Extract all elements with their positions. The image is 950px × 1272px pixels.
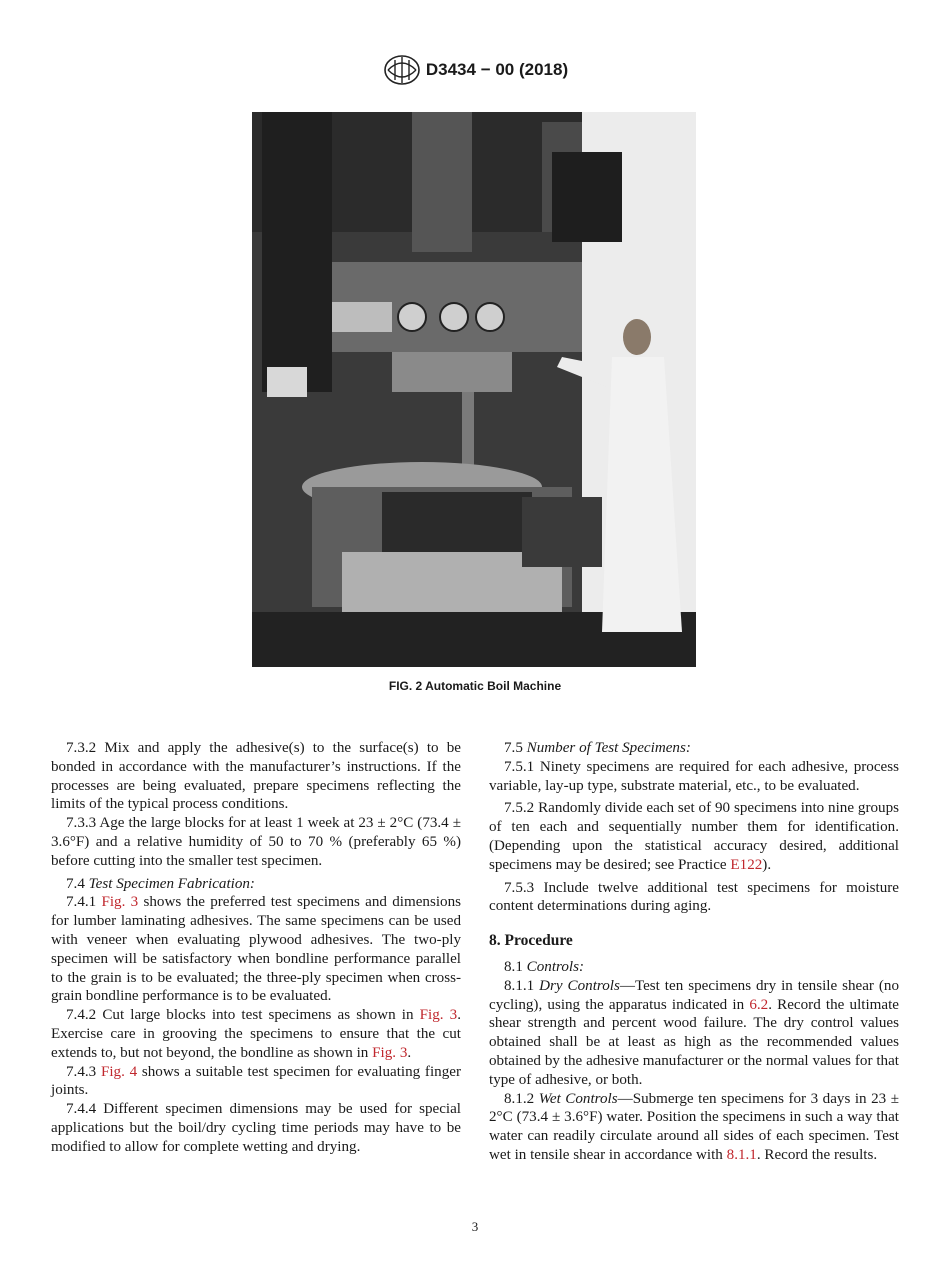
page-number: 3	[471, 1219, 479, 1234]
paragraph-7-4-3: 7.4.3 Fig. 4 shows a suitable test specimen for evaluating finger joints.	[51, 1063, 461, 1099]
automatic-boil-machine-photo	[252, 112, 696, 667]
figure-caption: FIG. 2 Automatic Boil Machine	[388, 679, 562, 693]
astm-logo-icon	[382, 54, 422, 86]
link-fig-4[interactable]: Fig. 4	[100, 1063, 138, 1080]
link-fig-3[interactable]: Fig. 3	[372, 1044, 408, 1061]
paragraph-8-1-1: 8.1.1 Dry Controls—Test ten specimens dry in tensile shear (no cycling), using the apparatus indicated in 6.2. Record the ultimate shear strength and percent wood failure. The dry control values obtained shall be at least as high as the recommended values obtained by the adhesive manufacturer or the normal values for that type of adhesive, or both.	[489, 977, 900, 1088]
paragraph-7-3-3: 7.3.3 Age the large blocks for at least 1 week at 23 ± 2°C (73.4 ± 3.6°F) and a relative humidity of 50 to 70 % (preferably 65 %) before cutting into the smaller test specimen.	[51, 815, 461, 869]
paragraph-7-5-3: 7.5.3 Include twelve additional test specimens for moisture content determinations during aging.	[489, 879, 899, 915]
section-7-5-title: 7.5 Number of Test Specimens:	[504, 740, 691, 756]
right-column	[489, 739, 899, 1165]
paragraph-7-4-4: 7.4.4 Different specimen dimensions may be used for special applications but the boil/dry cycling time periods may have to be modified to allow for complete wetting and drying.	[51, 1101, 461, 1155]
paragraph-8-1-2: 8.1.2 Wet Controls—Submerge ten specimens for 3 days in 23 ± 2°C (73.4 ± 3.6°F) water. Position the specimens in such a way that water can readily circulate around all sides of each specimen. Test wet in tensile shear in accordance with 8.1.1. Record the results.	[489, 1090, 899, 1163]
paragraph-7-5-1: 7.5.1 Ninety specimens are required for each adhesive, process variable, lay-up type, substrate material, etc., to be evaluated.	[489, 758, 899, 794]
link-fig-3[interactable]: Fig. 3	[419, 1007, 458, 1024]
section-7-4-title: 7.4 Test Specimen Fabrication:	[66, 875, 255, 892]
link-6-2[interactable]: 6.2	[749, 996, 769, 1013]
left-column	[51, 739, 461, 1157]
paragraph-7-4-2: 7.4.2 Cut large blocks into test specimens as shown in Fig. 3. Exercise care in grooving the specimens to ensure that the cut extends to, but not beyond, the bondline as shown in Fig. 3.	[51, 1007, 462, 1061]
link-fig-3[interactable]: Fig. 3	[101, 894, 139, 911]
standard-designation: D3434 − 00 (2018)	[425, 60, 569, 79]
paragraph-7-4-1: 7.4.1 Fig. 3 shows the preferred test specimens and dimensions for lumber laminating adhesives. The same specimens can be used with veneer when evaluating plywood adhesives. The two-ply specimen will be satisfactory when bondline performance parallel to the grain is to be evaluated; the three-ply specimen when cross-grain bondline performance is to be evaluated.	[51, 894, 461, 1005]
link-8-1-1[interactable]: 8.1.1	[726, 1146, 757, 1163]
section-8-1-title: 8.1 Controls:	[504, 958, 584, 975]
link-e122[interactable]: E122	[730, 856, 763, 873]
paragraph-7-3-2: 7.3.2 Mix and apply the adhesive(s) to the surface(s) to be bonded in accordance with the manufacturer’s instructions. If the processes are being evaluated, prepare specimens reflecting the limits of the typical process conditions.	[51, 740, 461, 813]
page-header	[0, 54, 950, 86]
section-8-heading: 8. Procedure	[489, 932, 573, 950]
paragraph-7-5-2: 7.5.2 Randomly divide each set of 90 specimens into nine groups of ten each and sequentially number them for identification. (Depending upon the statistical accuracy desired, additional specimens may be desired; see Practice E122).	[489, 800, 899, 873]
